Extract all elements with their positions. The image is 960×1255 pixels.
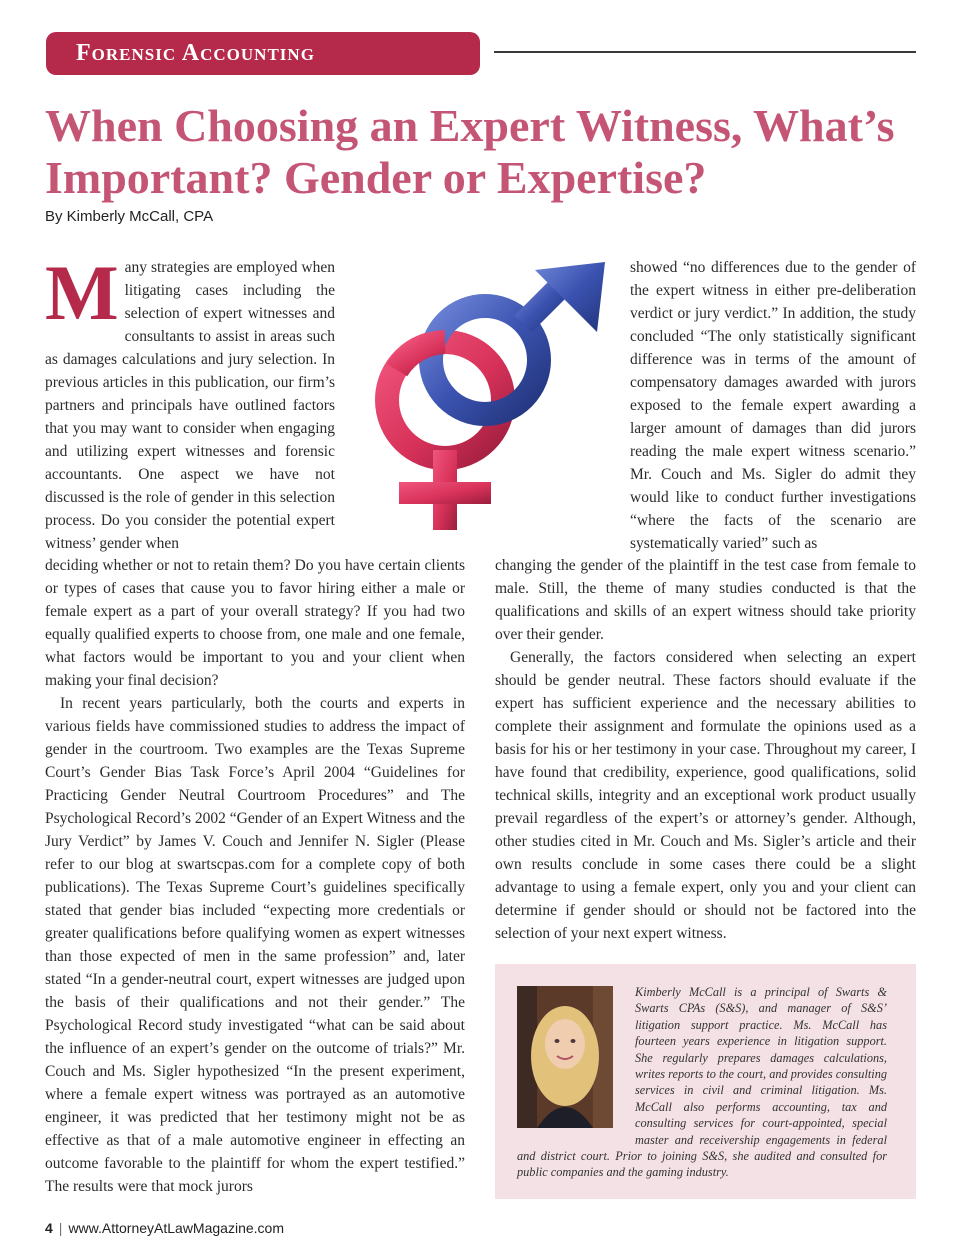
paragraph: any strategies are employed when litigating cases including the selection of expert witnesses and consultants to assist in areas such as damages calculations and jury selection. In previous articles in this publication, our firm’s partners and principals have outlined factors that you may want to consider when engaging and utilizing expert witnesses and forensic accountants. One aspect we have not discussed is the role of gender in this selection process. Do you consider the potential expert witness’ gender when <box>45 259 335 552</box>
paragraph: Generally, the factors considered when selecting an expert should be gender neutral. These factors should evaluate if the expert has sufficient experience and the necessary abilities to complete their assignment and formulate the opinions used as a basis for his or her testimony in your case. Throughout my career, I have found that credibility, experience, good qualifications, solid technical skills, integrity and an exceptional work product usually prevail regardless of the expert’s or attorney’s gender. Although, other studies cited in Mr. Couch and Ms. Sigler’s article and their own results conclude in some cases there could be a slight advantage to using a female expert, only you and your client can determine if gender should or should not be factored into the selection of your next expert witness. <box>495 649 916 942</box>
paragraph: showed “no differences due to the gender of the expert witness in either pre-deliberation verdict or jury verdict.” In addition, the study concluded “The only statistically significant difference was in terms of the amount of compensatory damages awarded with jurors exposed to the female expert awarding a larger amount of damages than did jurors reading the male expert witness scenario.” Mr. Couch and Ms. Sigler do admit they would like to conduct further investigations “where the facts of the scenario are systematically varied” such as <box>630 259 916 552</box>
column-right-top <box>630 256 916 555</box>
author-bio <box>517 984 887 1181</box>
drop-cap: M <box>45 249 119 336</box>
footer-url: www.AttorneyAtLawMagazine.com <box>68 1220 284 1236</box>
column-left-top <box>45 249 335 555</box>
page-number: 4 <box>45 1220 53 1236</box>
paragraph: In recent years particularly, both the courts and experts in various fields have commissioned studies to address the impact of gender in the courtroom. Two examples are the Texas Supreme Court’s Gender Bias Task Force’s April 2004 “Guidelines for Practicing Gender Neutral Courtroom Procedures” and The Psychological Record’s 2002 “Gender of an Expert Witness and the Jury Verdict” by James V. Couch and Jennifer N. Sigler (Please refer to our blog at swartscpas.com for a complete copy of both publications). The Texas Supreme Court’s guidelines specifically stated that gender bias included “expecting more credentials or greater qualifications before qualifying women as expert witnesses than those expected of men in the same profession” and, later stated “In a gender-neutral court, expert witnesses are judged upon the basis of their qualifications and not their gender.” The Psychological Record study investigated “what can be said about the influence of an expert’s gender on the outcome of trials?” Mr. Couch and Ms. Sigler hypothesized “In the present experiment, where a female expert witness was portrayed as an automotive engineer, it was predicted that her testimony might not be as effective as that of a male automotive engineer in effecting an outcome favorable to the plaintiff for whom the expert testified.” The results were that mock jurors <box>45 695 465 1195</box>
paragraph: changing the gender of the plaintiff in the test case from female to male. Still, the theme of many studies conducted is that the qualifications and skills of an expert witness should take priority over their gender. <box>495 557 916 643</box>
page-footer: 4 | www.AttorneyAtLawMagazine.com <box>45 1220 284 1236</box>
author-bio-text: Kimberly McCall is a principal of Swarts & Swarts CPAs (S&S), and manager of S&S’ litigation support practice. Ms. McCall has fourteen years experience in litigation support. She regularly prepares damages calculations, writes reports to the court, and provides consulting services in civil and criminal litigation. Ms. McCall also performs accounting, tax and consulting services for court-appointed, special master and receivership engagements in federal and district court. Prior to joining S&S, she audited and consulted for public companies and the gaming industry. <box>517 985 887 1180</box>
header-rule <box>494 51 916 53</box>
author-bio-box <box>495 964 916 1199</box>
column-right-bottom <box>495 554 916 945</box>
paragraph: deciding whether or not to retain them? Do you have certain clients or types of cases that cause you to favor hiring either a male or female expert as a part of your overall strategy? If you had two equally qualified experts to choose from, one male and one female, what factors would be important to you and your client when making your final decision? <box>45 557 465 689</box>
column-left-bottom <box>45 554 465 1198</box>
gender-symbols-icon <box>335 250 625 550</box>
article-byline: By Kimberly McCall, CPA <box>45 208 214 225</box>
article-headline: When Choosing an Expert Witness, What’s Important? Gender or Expertise? <box>45 100 895 203</box>
section-label: Forensic Accounting <box>46 32 480 75</box>
